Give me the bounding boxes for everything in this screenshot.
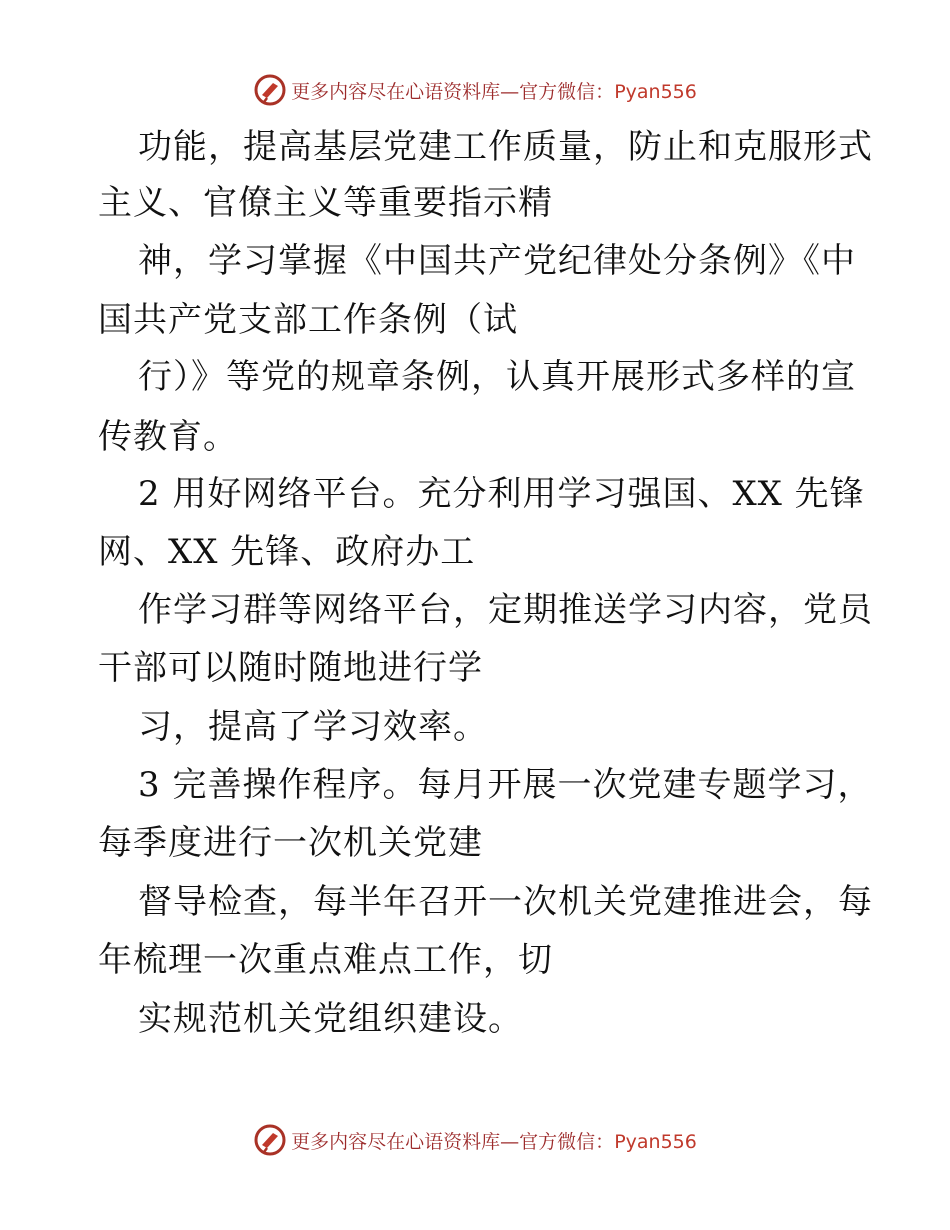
footer-banner-text	[291, 1127, 697, 1154]
wechat-label: 官方微信：	[519, 1130, 615, 1153]
text-line: 督导检查，每半年召开一次机关党建推进会，每	[138, 882, 873, 922]
brand-name: 更多内容尽在心语资料库	[291, 80, 501, 103]
text-line: 主义、官僚主义等重要指示精	[98, 183, 553, 223]
text-line: 年梳理一次重点难点工作，切	[98, 940, 553, 980]
text-line: 3 完善操作程序。每月开展一次党建专题学习，	[138, 765, 873, 805]
text-line: 2 用好网络平台。充分利用学习强国、XX 先锋	[138, 474, 865, 514]
brand-name: 更多内容尽在心语资料库	[291, 1130, 501, 1153]
text-line: 干部可以随时随地进行学	[98, 648, 483, 688]
text-line: 网、XX 先锋、政府办工	[98, 532, 476, 572]
text-line: 作学习群等网络平台，定期推送学习内容，党员	[138, 590, 873, 630]
text-line: 实规范机关党组织建设。	[138, 999, 523, 1039]
banner-dash: —	[500, 80, 520, 103]
text-line: 每季度进行一次机关党建	[98, 823, 483, 863]
text-line: 神，学习掌握《中国共产党纪律处分条例》《中	[138, 241, 856, 281]
brand-logo-icon	[253, 1123, 287, 1157]
wechat-id: Pyan556	[614, 80, 697, 103]
text-line: 习，提高了学习效率。	[138, 707, 488, 747]
wechat-label: 官方微信：	[519, 80, 615, 103]
banner-dash: —	[500, 1130, 520, 1153]
text-line: 功能，提高基层党建工作质量，防止和克服形式	[138, 127, 873, 167]
wechat-id: Pyan556	[614, 1130, 697, 1153]
text-line: 行）》等党的规章条例，认真开展形式多样的宣	[138, 357, 856, 397]
text-line: 国共产党支部工作条例（试	[98, 300, 518, 340]
text-line: 传教育。	[98, 417, 238, 457]
footer-banner	[0, 1120, 950, 1160]
